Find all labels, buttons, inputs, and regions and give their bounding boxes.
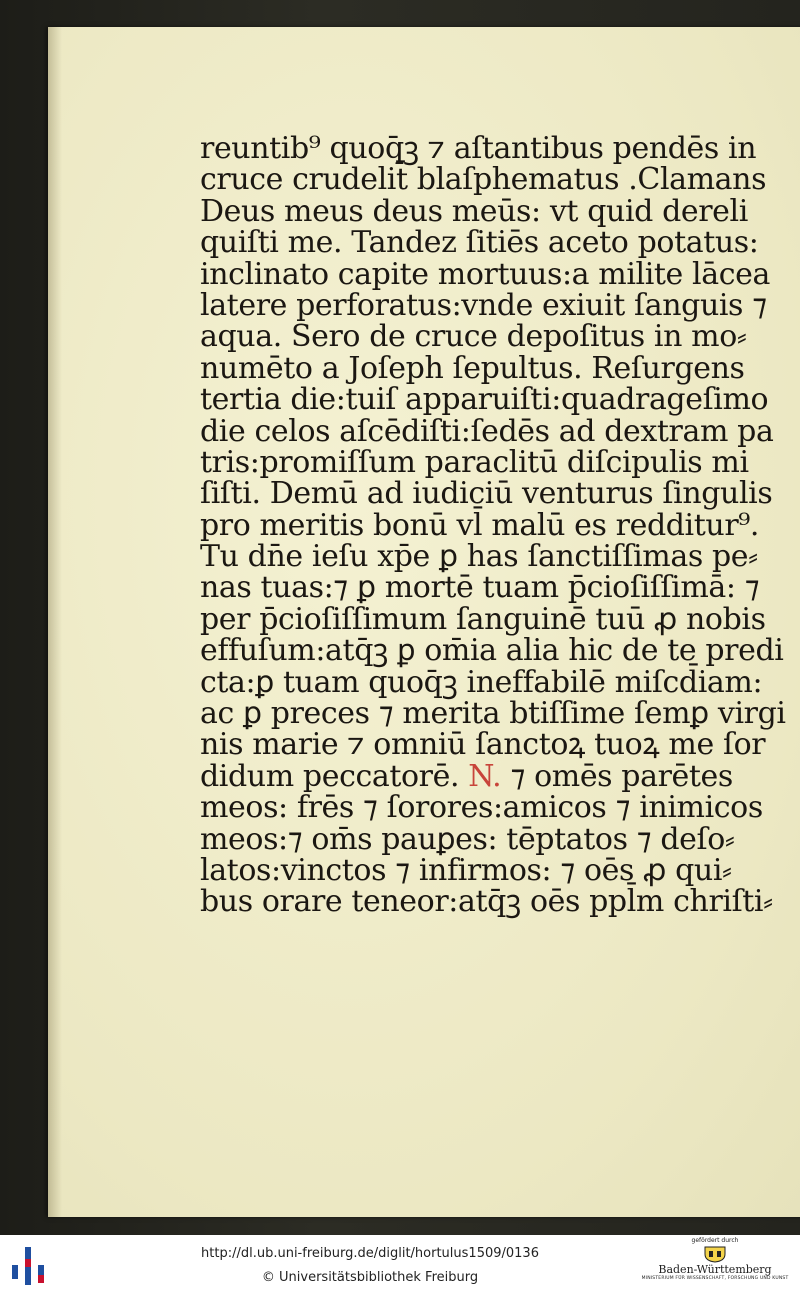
text-line: meos: frēs ⁊ ſorores:amicos ⁊ inimicos: [200, 790, 763, 826]
text-line: cruce crudelit̄ blaſphematus .Clamans: [200, 162, 767, 198]
text-line: cta:ꝑ tuam quoq̄ꝫ ineffabilē miſcd̄iam:: [200, 664, 763, 700]
page-text-block: [200, 131, 786, 920]
text-line: aqua. Sero de cruce depoſitus in mo⸗: [200, 319, 747, 355]
text-segment: didum peccatorē.: [200, 758, 460, 794]
rubric-mark: N.: [468, 758, 502, 794]
page-gutter-shadow: [48, 27, 62, 1217]
baden-wuerttemberg-crest-icon: [702, 1245, 728, 1263]
text-line: tertia die:tuiſ apparuiſti:quadrageſimo: [200, 382, 769, 418]
text-line: nas tuas:⁊ ꝑ mortē tuam p̄cioſiſſimā: ⁊: [200, 570, 760, 606]
text-line: pro meritis bonū vl̄ malū es redditur⁹.: [200, 507, 760, 543]
text-line: numēto a Joſeph ſepultus. Reſurgens: [200, 350, 745, 386]
copyright-notice: © Universitätsbibliothek Freiburg: [261, 1270, 479, 1285]
text-line: Deus meus deus meūs: vt quid dereli: [200, 193, 748, 229]
text-line: die celos aſcēdiſti:ſedēs ad dextram pa: [200, 413, 774, 449]
sponsor-block: [640, 1237, 790, 1291]
text-line: ſiſti. Demū ad iudiciū venturus ſingulis: [200, 476, 773, 512]
text-line: Tu dn̄e ieſu xp̄e ꝑ has ſanctiſſimas pe⸗: [200, 539, 758, 575]
text-line: quiſti me. Tandez ſitiēs aceto potatus:: [200, 225, 759, 261]
text-line: latere perforatus:vnde exiuit ſanguis ⁊: [200, 287, 767, 323]
text-line: nis marie ⁊ omniū ſanctoꝝ tuoꝝ me ſor: [200, 727, 766, 763]
text-line: inclinato capite mortuus:a milite lācea: [200, 256, 770, 292]
text-line-with-rubric: [200, 758, 770, 794]
sponsor-label: gefördert durch: [691, 1237, 739, 1244]
text-line: tris:promiſſum paraclitū diſcipulis mi: [200, 444, 749, 480]
text-line: effuſum:atq̄ꝫ ꝑ om̄ia alia hic de te predi: [200, 633, 784, 669]
text-line: ac ꝑ preces ⁊ merita btiſſime ſemꝑ virgi: [200, 696, 786, 732]
sponsor-ministry: MINISTERIUM FÜR WISSENSCHAFT, FORSCHUNG UND KUNST: [641, 1276, 789, 1281]
text-line: meos:⁊ om̄s pauꝑes: tēptatos ⁊ deſo⸗: [200, 821, 735, 857]
sponsor-name: Baden-Württemberg: [658, 1263, 772, 1276]
text-line: bus orare teneor:atq̄ꝫ oēs ppl̄m chriſti⸗: [200, 884, 773, 920]
text-line: reuntib⁹ quoq̄ꝫ ⁊ aſtantibus pendēs in: [200, 131, 757, 166]
document-url[interactable]: http://dl.ub.uni-freiburg.de/diglit/hortulus1509/0136: [201, 1246, 539, 1261]
text-segment: ⁊ omēs parētes: [501, 758, 733, 794]
ub-freiburg-logo-icon[interactable]: [10, 1245, 52, 1287]
text-line: latos:vinctos ⁊ infirmos: ⁊ oēs ꝓ qui⸗: [200, 852, 732, 888]
text-line: per p̄cioſiſſimum ſanguinē tuū ꝓ nobis: [200, 601, 766, 637]
